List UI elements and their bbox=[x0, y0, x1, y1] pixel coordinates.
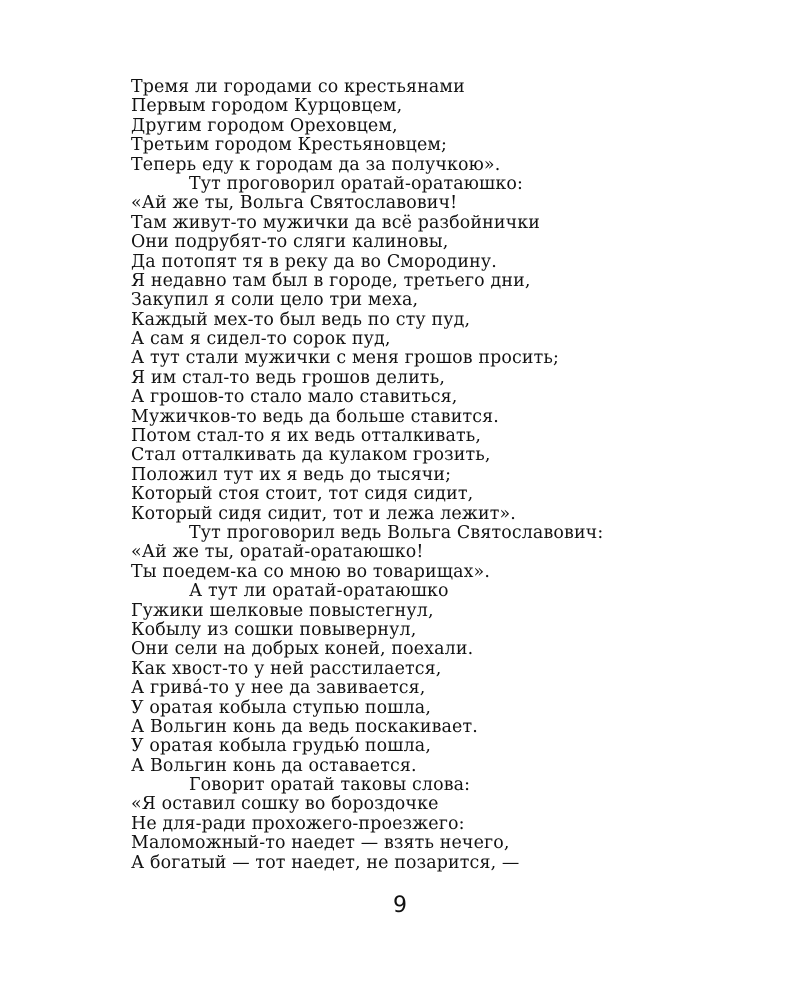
poem-line: Первым городом Курцовцем, bbox=[131, 96, 403, 117]
poem-line: А тут ли оратай-оратаюшко bbox=[189, 581, 449, 602]
poem-line: Тремя ли городами со крестьянами bbox=[131, 77, 465, 97]
poem-line: «Ай же ты, оратай-оратаюшко! bbox=[131, 542, 424, 563]
poem-line: Они сели на добрых коней, поехали. bbox=[131, 639, 474, 660]
page-number: 9 bbox=[393, 893, 407, 918]
poem-line: Каждый мех-то был ведь по сту пуд, bbox=[131, 309, 471, 330]
poem-line: Тут проговорил ведь Вольга Святославович: bbox=[189, 522, 604, 543]
poem-line: Не для-ради прохожего-проезжего: bbox=[131, 813, 465, 834]
poem-line: Они подрубят-то сляги калиновы, bbox=[131, 232, 449, 253]
poem-line: Гужики шелковые повыстегнул, bbox=[131, 600, 434, 621]
poem-line: Там живут-то мужички да всё разбойнички bbox=[131, 212, 541, 233]
poem-line: «Я оставил сошку во бороздочке bbox=[131, 794, 439, 815]
poem-line: Да потопят тя в реку да во Смородину. bbox=[131, 251, 497, 272]
poem-line: Тут проговорил оратай-оратаюшко: bbox=[189, 173, 524, 194]
poem-line: Другим городом Ореховцем, bbox=[131, 115, 398, 136]
poem-line: А Вольгин конь да оставается. bbox=[131, 755, 417, 776]
poem-line: Маломожный-то наедет — взять нечего, bbox=[131, 833, 510, 854]
poem-line: Потом стал-то я их ведь отталкивать, bbox=[131, 426, 482, 447]
poem-line: Положил тут их я ведь до тысячи; bbox=[131, 464, 452, 485]
poem-line: Который стоя стоит, тот сидя сидит, bbox=[131, 484, 474, 505]
poem-line: Я им стал-то ведь грошов делить, bbox=[131, 367, 446, 388]
poem-line: Теперь еду к городам да за получкою». bbox=[131, 154, 501, 175]
poem-line: Который сидя сидит, тот и лежа лежит». bbox=[131, 503, 516, 524]
poem-line: Я недавно там был в городе, третьего дни, bbox=[131, 270, 531, 291]
poem-line: А богатый — тот наедет, не позарится, — bbox=[131, 852, 520, 873]
poem-line: А сам я сидел-то сорок пуд, bbox=[131, 329, 391, 350]
poem-line: А Вольгин конь да ведь поскакивает. bbox=[131, 716, 478, 737]
poem-line: Кобылу из сошки повывернул, bbox=[131, 619, 417, 640]
poem-line: Ты поедем-ка со мною во товарищах». bbox=[131, 561, 491, 582]
poem-line: А грошов-то стало мало ставиться, bbox=[131, 387, 458, 408]
poem-line: Как хвост-то у ней расстилается, bbox=[131, 658, 442, 679]
poem-text bbox=[131, 78, 751, 873]
poem-line: У оратая кобыла грудью́ пошла, bbox=[131, 736, 431, 757]
poem-line: А грива́-то у нее да завивается, bbox=[131, 678, 426, 699]
poem-line: У оратая кобыла ступью пошла, bbox=[131, 697, 431, 718]
poem-line: Третьим городом Крестьяновцем; bbox=[131, 135, 448, 156]
poem-line: А тут стали мужички с меня грошов просить; bbox=[131, 348, 560, 369]
poem-line: Мужичков-то ведь да больше ставится. bbox=[131, 406, 499, 427]
poem-line: Стал отталкивать да кулаком грозить, bbox=[131, 445, 491, 466]
poem-line: «Ай же ты, Вольга Святославович! bbox=[131, 193, 458, 214]
poem-line: Закупил я соли цело три меха, bbox=[131, 290, 419, 311]
poem-line: Говорит оратай таковы слова: bbox=[189, 775, 471, 796]
